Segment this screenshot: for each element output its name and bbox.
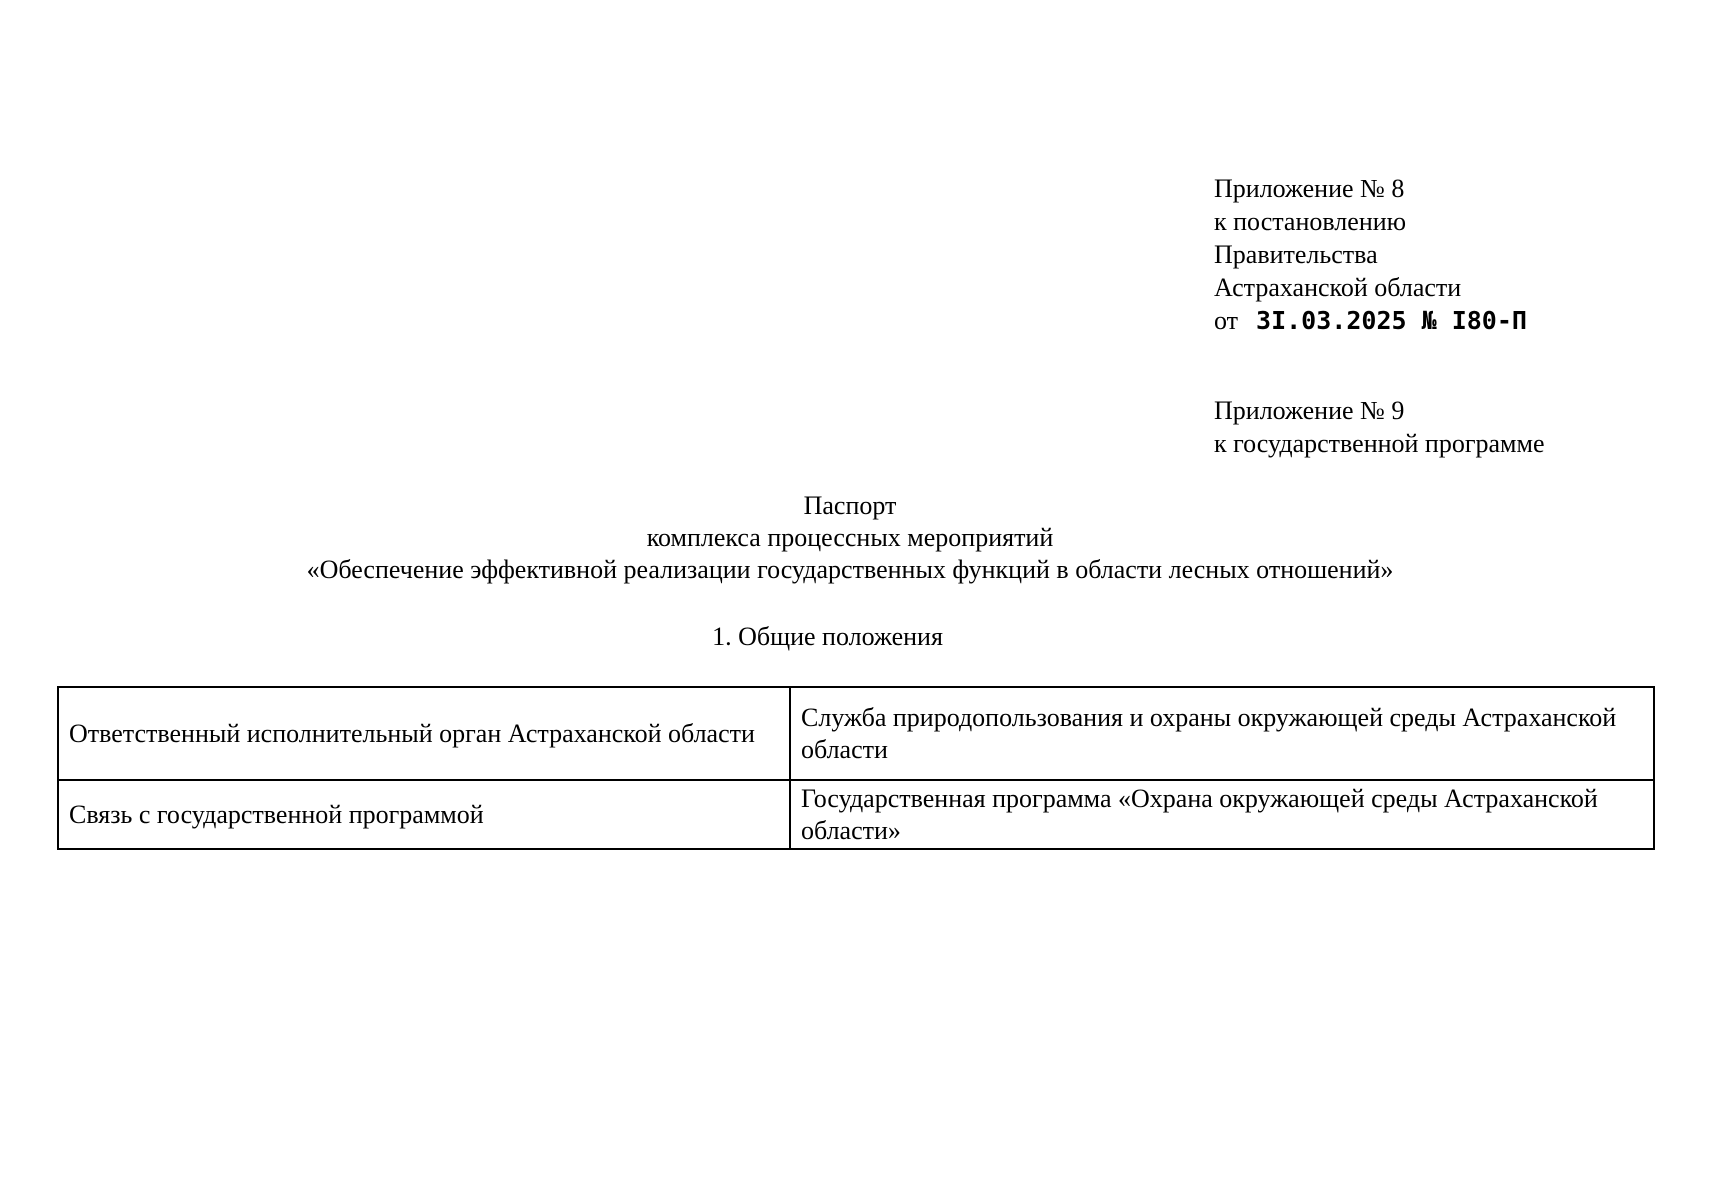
appendix-9-title: Приложение № 9 <box>1214 396 1405 425</box>
passport-title <box>0 490 1700 586</box>
appendix-9-to-program: к государственной программе <box>1214 429 1545 458</box>
table-cell-label: Связь с государственной программой <box>58 780 790 849</box>
table-row <box>58 687 1654 780</box>
appendix-8-header <box>1214 172 1527 337</box>
appendix-8-to-resolution: к постановлению <box>1214 207 1407 236</box>
appendix-9-header <box>1214 394 1545 460</box>
date-prefix: от <box>1214 306 1239 335</box>
table-row <box>58 780 1654 849</box>
appendix-8-government: Правительства <box>1214 240 1378 269</box>
appendix-8-title: Приложение № 8 <box>1214 174 1405 203</box>
appendix-8-region: Астраханской области <box>1214 273 1462 302</box>
passport-title-line-1: Паспорт <box>803 491 897 520</box>
general-provisions-table <box>57 686 1655 850</box>
table-cell-value: Государственная программа «Охрана окружающей среды Астраханской области» <box>790 780 1654 849</box>
table-cell-value: Служба природопользования и охраны окружающей среды Астраханской области <box>790 687 1654 780</box>
section-heading: 1. Общие положения <box>712 622 943 651</box>
appendix-8-date-line <box>1214 304 1527 337</box>
passport-title-line-3: «Обеспечение эффективной реализации государственных функций в области лесных отношений» <box>306 555 1394 584</box>
date-number-stamp: 3I.03.2025 № I80-П <box>1256 306 1527 335</box>
passport-title-line-2: комплекса процессных мероприятий <box>646 523 1054 552</box>
table-cell-label: Ответственный исполнительный орган Астраханской области <box>58 687 790 780</box>
